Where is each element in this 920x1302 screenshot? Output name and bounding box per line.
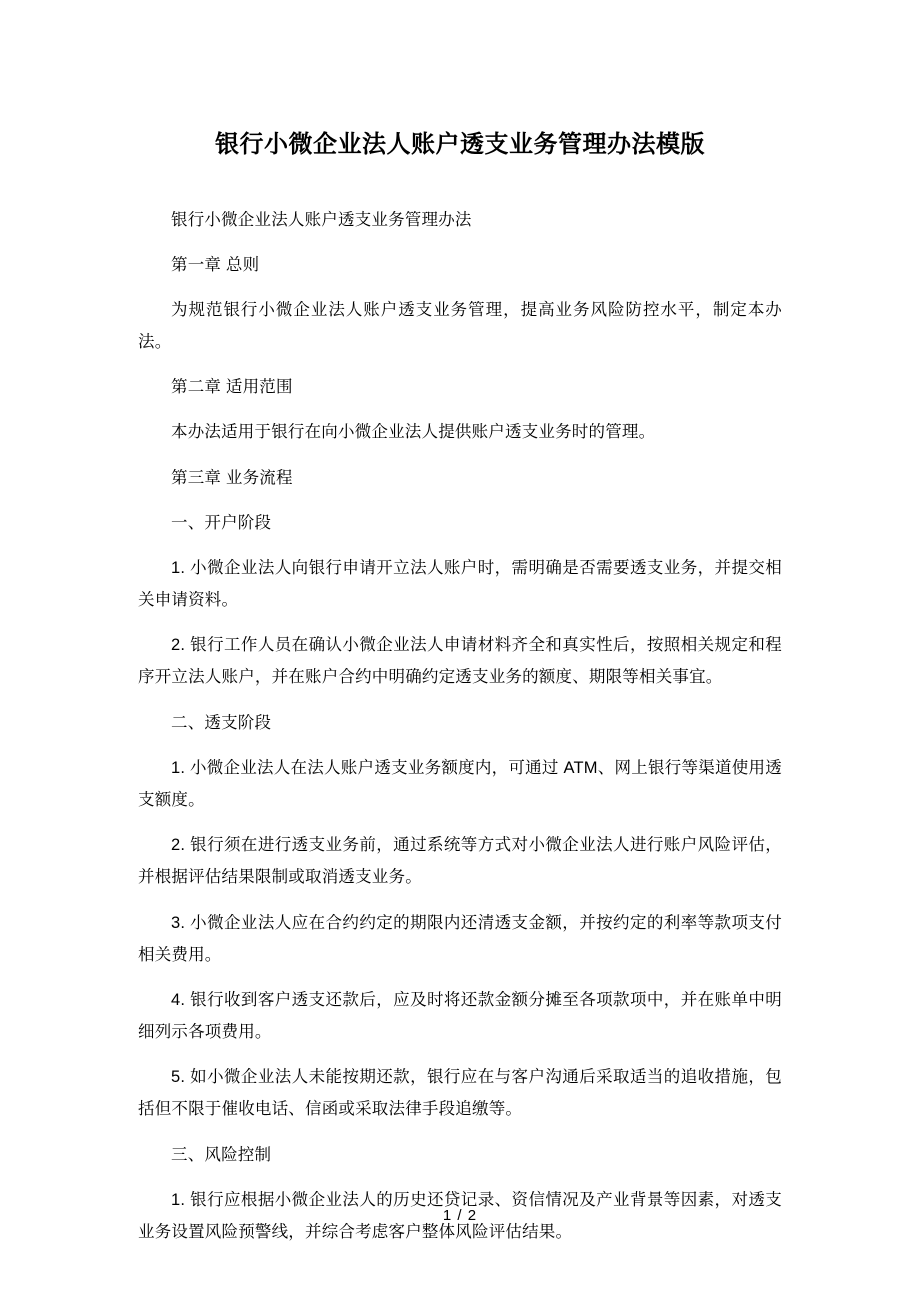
paragraph: 1. 小微企业法人在法人账户透支业务额度内，可通过 ATM、网上银行等渠道使用透支额度。 <box>138 758 782 809</box>
paragraph: 本办法适用于银行在向小微企业法人提供账户透支业务时的管理。 <box>171 423 656 442</box>
paragraph: 2. 银行工作人员在确认小微企业法人申请材料齐全和真实性后，按照相关规定和程序开立法人账户，并在账户合约中明确约定透支业务的额度、期限等相关事宜。 <box>138 636 782 687</box>
page-number-indicator: 1 / 2 <box>442 1207 478 1224</box>
paragraph: 1. 银行应根据小微企业法人的历史还贷记录、资信情况及产业背景等因素，对透支业务设置风险预警线，并综合考虑客户整体风险评估结果。 <box>138 1190 782 1241</box>
paragraph: 2. 银行须在进行透支业务前，通过系统等方式对小微企业法人进行账户风险评估，并根据评估结果限制或取消透支业务。 <box>138 836 782 887</box>
document-body <box>138 204 782 1248</box>
paragraph: 4. 银行收到客户透支还款后，应及时将还款金额分摊至各项款项中，并在账单中明细列示各项费用。 <box>138 990 782 1042</box>
paragraph: 第三章 业务流程 <box>171 468 293 487</box>
paragraph: 5. 如小微企业法人未能按期还款，银行应在与客户沟通后采取适当的追收措施，包括但不限于催收电话、信函或采取法律手段追缴等。 <box>138 1068 782 1119</box>
paragraph: 第二章 适用范围 <box>171 378 293 397</box>
paragraph: 为规范银行小微企业法人账户透支业务管理，提高业务风险防控水平，制定本办法。 <box>138 300 782 352</box>
page-title: 银行小微企业法人账户透支业务管理办法模版 <box>215 131 705 158</box>
paragraph: 3. 小微企业法人应在合约约定的期限内还清透支金额，并按约定的利率等款项支付相关费用。 <box>138 913 782 964</box>
paragraph: 第一章 总则 <box>171 255 260 274</box>
paragraph: 1. 小微企业法人向银行申请开立法人账户时，需明确是否需要透支业务，并提交相关申请资料。 <box>138 558 782 610</box>
paragraph: 一、开户阶段 <box>171 513 272 532</box>
paragraph: 三、风险控制 <box>171 1145 272 1164</box>
paragraph: 银行小微企业法人账户透支业务管理办法 <box>171 210 472 229</box>
paragraph: 二、透支阶段 <box>171 713 272 732</box>
